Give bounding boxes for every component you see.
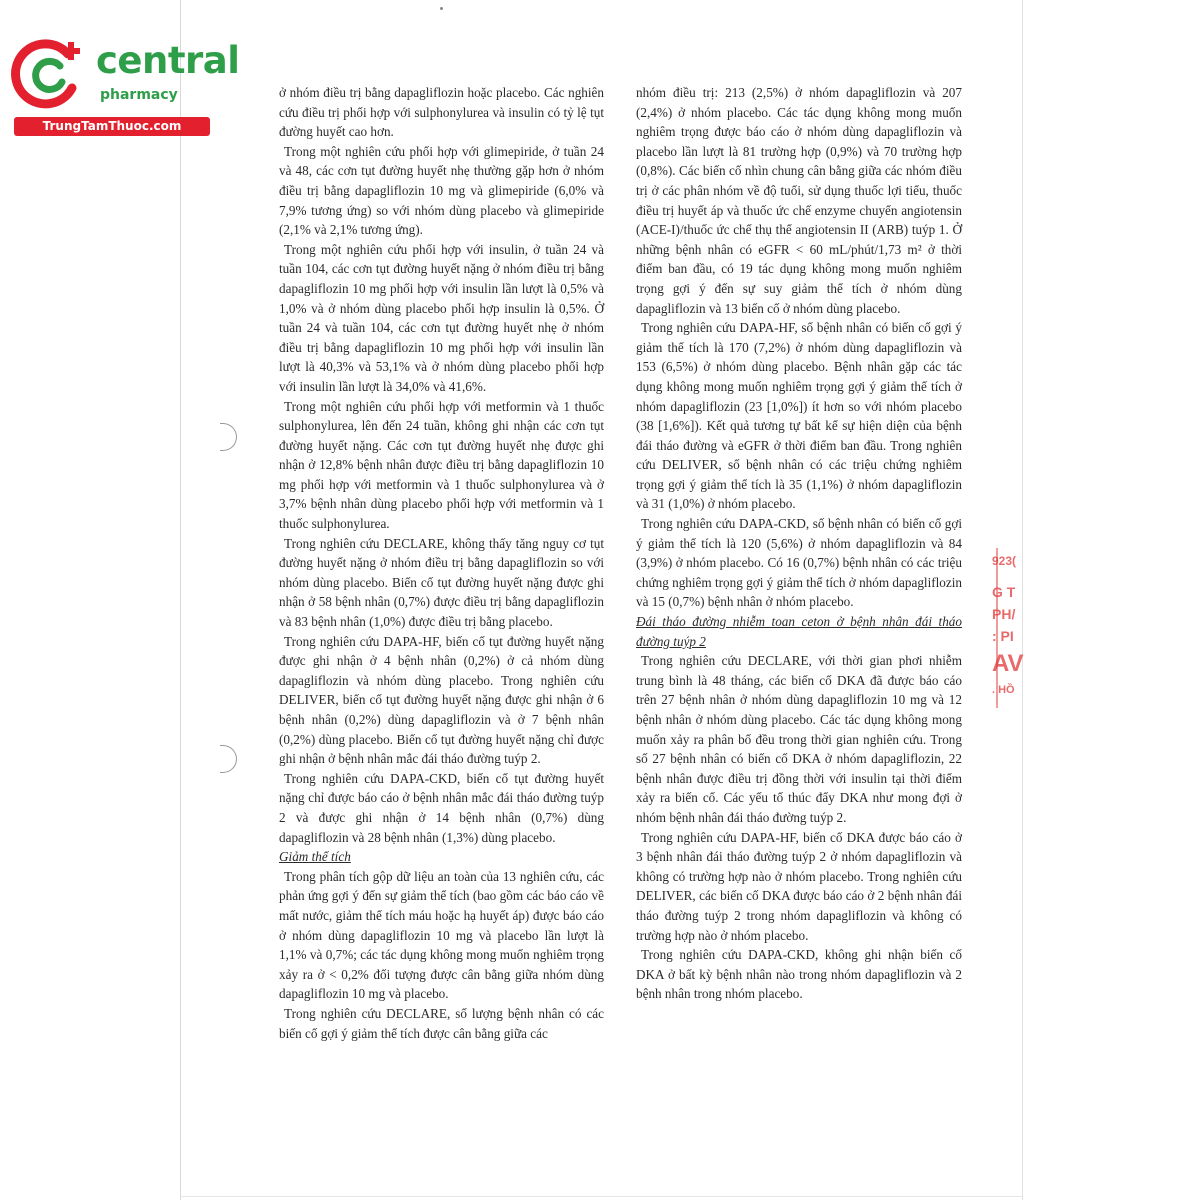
- stamp-text: PH/: [992, 606, 1016, 622]
- stamp-text: 923(: [992, 554, 1017, 568]
- paragraph: Trong phân tích gộp dữ liệu an toàn của 13 nghiên cứu, các phản ứng gợi ý đến sự giảm thể tích (bao gồm các báo cáo về mất nước, giảm thể tích máu hoặc hạ huyết áp) được báo cáo ở nhóm dùng dapagliflozin 10 mg và placebo lần lượt là 1,1% và 0,7%; các tác dụng không mong muốn nghiêm trọng xảy ra ở < 0,2% đối tượng được cân bằng giữa nhóm dùng dapagliflozin 10 mg và placebo.: [279, 868, 604, 1002]
- paragraph: nhóm điều trị: 213 (2,5%) ở nhóm dapagliflozin và 207 (2,4%) ở nhóm placebo. Các tác dụng không mong muốn nghiêm trọng được báo cáo ở nhóm dùng dapagliflozin và placebo lần lượt là 81 trường hợp (0,9%) và 70 trường hợp (0,8%). Các biến cố nhìn chung cân bằng giữa các nhóm điều trị ở các phân nhóm về độ tuổi, sử dụng thuốc lợi tiểu, thuốc điều trị huyết áp và thuốc ức chế enzyme chuyển angiotensin (ACE-I)/thuốc ức chế thụ thể angiotensin II (ARB) tuýp 1. Ở những bệnh nhân có eGFR < 60 mL/phút/1,73 m² ở thời điểm ban đầu, có 19 tác dụng không mong muốn nghiêm trọng gợi ý đến sự suy giảm thể tích ở nhóm dùng dapagliflozin và 13 biến cố ở nhóm dùng placebo.: [636, 85, 962, 316]
- right-text-column: [636, 83, 962, 1004]
- punch-hole-mark: [220, 745, 237, 773]
- section-heading-volume-depletion: Giảm thể tích: [279, 849, 351, 865]
- paragraph: Trong nghiên cứu DECLARE, số lượng bệnh nhân có các biến cố gợi ý giảm thể tích được cân bằng giữa các: [279, 1005, 604, 1041]
- central-pharmacy-logo: [10, 38, 240, 138]
- stamp-text: . HỒ: [992, 684, 1015, 696]
- paragraph: Trong một nghiên cứu phối hợp với metformin và 1 thuốc sulphonylurea, lên đến 24 tuần, không ghi nhận các cơn tụt đường huyết nặng. Các cơn tụt đường huyết nhẹ được ghi nhận ở 12,8% bệnh nhân được điều trị bằng dapagliflozin 10 mg phối hợp với metformin và 1 thuốc sulphonylurea và ở 3,7% bệnh nhân dùng placebo phối hợp với metformin và 1 thuốc sulphonylurea.: [279, 398, 604, 532]
- logo-website: TrungTamThuoc.com: [14, 117, 210, 136]
- paragraph: Trong nghiên cứu DECLARE, với thời gian phơi nhiễm trung bình là 48 tháng, các biến cố DKA đã được báo cáo trên 27 bệnh nhân ở nhóm dùng dapagliflozin 10 mg và 12 bệnh nhân ở nhóm dùng placebo. Các tác dụng không mong muốn xảy ra phân bố đều trong thời gian nghiên cứu. Trong số 27 bệnh nhân có biến cố DKA ở nhóm dapagliflozin, 22 bệnh nhân được điều trị đồng thời với insulin tại thời điểm xảy ra biến cố. Các yếu tố thúc đẩy DKA như mong đợi ở nhóm bệnh nhân đái tháo đường tuýp 2.: [636, 653, 962, 825]
- punch-hole-mark: [220, 423, 237, 451]
- red-stamp-fragment: [992, 548, 1026, 708]
- left-text-column: [279, 83, 604, 1043]
- page-edge-left: [180, 0, 181, 1200]
- paragraph: Trong nghiên cứu DAPA-CKD, biến cố tụt đường huyết nặng chỉ được báo cáo ở bệnh nhân mắc đái tháo đường tuýp 2 và được ghi nhận ở 14 bệnh nhân (0,7%) dùng dapagliflozin và 28 bệnh nhân (1,3%) dùng placebo.: [279, 770, 604, 845]
- stamp-text: AV: [992, 650, 1024, 677]
- paragraph: Trong nghiên cứu DAPA-CKD, số bệnh nhân có biến cố gợi ý giảm thể tích là 120 (5,6%) ở nhóm dapagliflozin và 84 (3,9%) ở nhóm placebo. Có 16 (0,7%) bệnh nhân có các triệu chứng nghiêm trọng gợi ý giảm thể tích ở nhóm dapagliflozin và 15 (0,7%) bệnh nhân ở nhóm placebo.: [636, 516, 962, 610]
- paragraph: Trong nghiên cứu DAPA-HF, biến cố tụt đường huyết nặng được ghi nhận ở 4 bệnh nhân (0,2%) ở cả nhóm dùng dapagliflozin và nhóm dùng placebo. Trong nghiên cứu DELIVER, biến cố tụt đường huyết nặng được ghi nhận ở 6 bệnh nhân (0,2%) dùng dapagliflozin và ở 7 bệnh nhân (0,2%) dùng placebo. Biến cố tụt đường huyết nặng chỉ được ghi nhận ở bệnh nhân mắc đái tháo đường tuýp 2.: [279, 633, 604, 767]
- stamp-text: : PI: [992, 628, 1014, 644]
- section-heading-dka: Đái tháo đường nhiễm toan ceton ở bệnh nhân đái tháo đường tuýp 2: [636, 614, 962, 649]
- logo-subtitle: pharmacy: [100, 87, 178, 103]
- paragraph: Trong một nghiên cứu phối hợp với insulin, ở tuần 24 và tuần 104, các cơn tụt đường huyết nặng ở nhóm điều trị bằng dapagliflozin 10 mg phối hợp với insulin lần lượt là 0,5% và 1,0% và ở nhóm dùng placebo phối hợp insulin là 0,5%. Ở tuần 24 và tuần 104, các cơn tụt đường huyết nhẹ ở nhóm điều trị bằng dapagliflozin 10 mg phối hợp với insulin lần lượt là 40,3% và 53,1% và ở nhóm dùng placebo phối hợp với insulin lần lượt là 34,0% và 41,6%.: [279, 241, 604, 394]
- stamp-text: G T: [992, 584, 1016, 600]
- pharmacy-cross-logo-icon: [10, 38, 86, 114]
- paragraph: ở nhóm điều trị bằng dapagliflozin hoặc placebo. Các nghiên cứu điều trị phối hợp với sulphonylurea và insulin có tỷ lệ tụt đường huyết cao hơn.: [279, 85, 604, 140]
- paragraph: Trong nghiên cứu DAPA-CKD, không ghi nhận biến cố DKA ở bất kỳ bệnh nhân nào trong nhóm dapagliflozin và 2 bệnh nhân trong nhóm placebo.: [636, 947, 962, 1002]
- paragraph: Trong một nghiên cứu phối hợp với glimepiride, ở tuần 24 và 48, các cơn tụt đường huyết nhẹ thường gặp hơn ở nhóm điều trị bằng dapagliflozin 10 mg và glimepiride (6,0% và 7,9% tương ứng) so với nhóm dùng placebo và glimepiride (2,1% và 2,1% tương ứng).: [279, 143, 604, 238]
- logo-brand-name: central: [96, 39, 240, 82]
- page-edge-bottom: [180, 1196, 1022, 1197]
- paragraph: Trong nghiên cứu DAPA-HF, biến cố DKA được báo cáo ở 3 bệnh nhân đái tháo đường tuýp 2 ở nhóm dapagliflozin và không có trường hợp nào ở nhóm placebo. Trong nghiên cứu DELIVER, các biến cố DKA được báo cáo ở 2 bệnh nhân đái tháo đường tuýp 2 trong nhóm dapagliflozin và không có trường hợp nào ở nhóm placebo.: [636, 829, 962, 943]
- paragraph: Trong nghiên cứu DECLARE, không thấy tăng nguy cơ tụt đường huyết nặng ở nhóm điều trị bằng dapagliflozin so với nhóm dùng placebo. Biến cố tụt đường huyết nặng được ghi nhận ở 58 bệnh nhân (0,7%) được điều trị bằng dapagliflozin và 83 bệnh nhân (1,0%) được điều trị bằng placebo.: [279, 535, 604, 630]
- paragraph: Trong nghiên cứu DAPA-HF, số bệnh nhân có biến cố gợi ý giảm thể tích là 170 (7,2%) ở nhóm dùng dapagliflozin và 153 (6,5%) ở nhóm dùng placebo. Bệnh nhân gặp các tác dụng không mong muốn nghiêm trọng gợi ý giảm thể tích ở nhóm dapagliflozin (23 [1,0%]) ít hơn so với nhóm placebo (38 [1,6%]). Kết quả tương tự bất kể sự hiện diện của bệnh đái tháo đường và eGFR ở thời điểm ban đầu. Trong nghiên cứu DELIVER, số bệnh nhân có các triệu chứng nghiêm trọng gợi ý giảm thể tích là 35 (1,1%) ở nhóm dapagliflozin và 31 (1,0%) ở nhóm placebo.: [636, 320, 962, 512]
- scan-dot: [440, 7, 443, 10]
